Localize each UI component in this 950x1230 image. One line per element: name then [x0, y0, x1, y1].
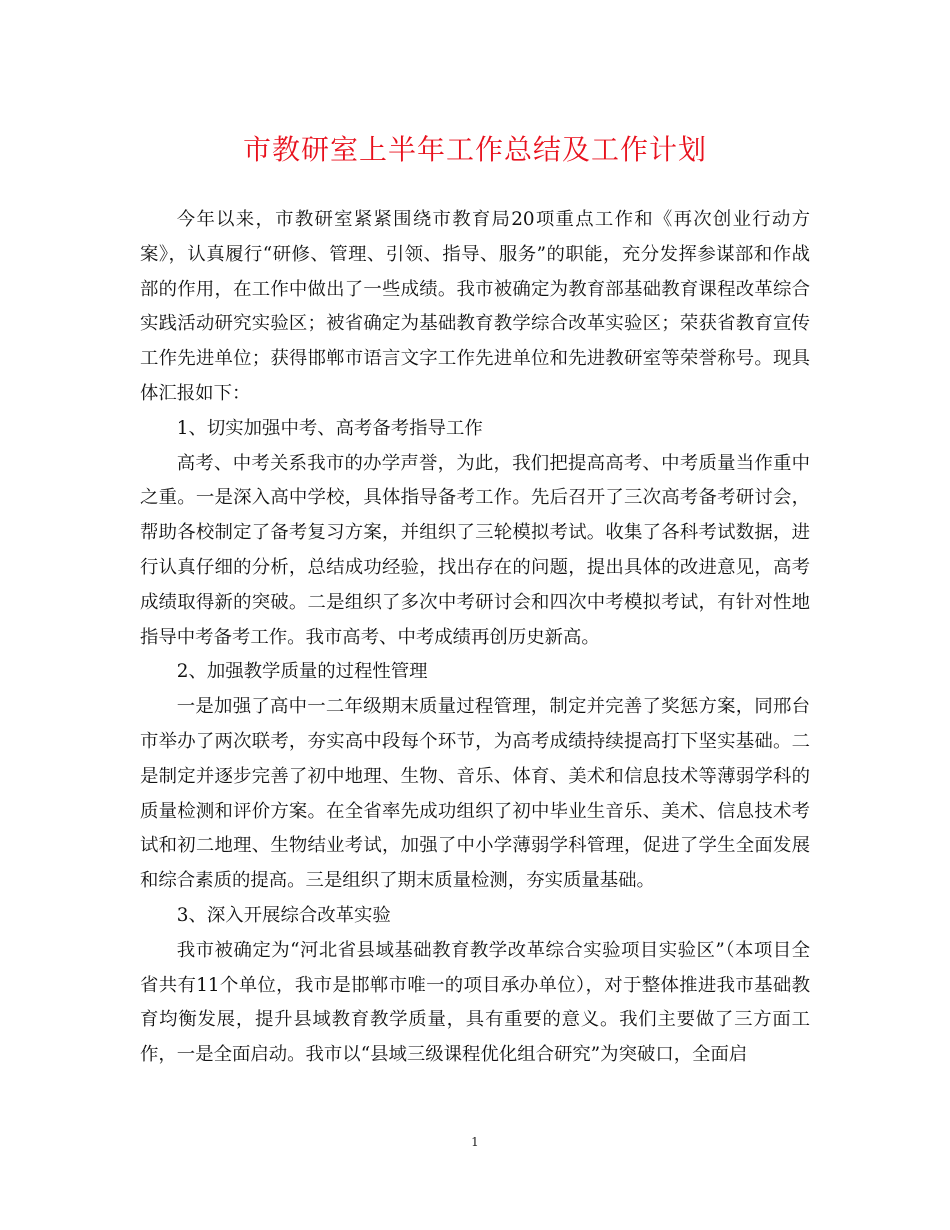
document-title: 市教研室上半年工作总结及工作计划 [242, 133, 707, 166]
section-heading-2: 2、加强教学质量的过程性管理 [176, 661, 428, 683]
paragraph-section-1: 高考、中考关系我市的办学声誉，为此，我们把提高高考、中考质量当作重中之重。一是深入高中学校，具体指导备考工作。先后召开了三次高考备考研讨会，帮助各校制定了备考复习方案，并组织了三轮模拟考试。收集了各科考试数据，进行认真仔细的分析，总结成功经验，找出存在的问题，提出具体的改进意见，高考成绩取得新的突破。二是组织了多次中考研讨会和四次中考模拟考试，有针对性地指导中考备考工作。我市高考、中考成绩再创历史新高。 [140, 452, 810, 648]
paragraph-intro: 今年以来，市教研室紧紧围绕市教育局20项重点工作和《再次创业行动方案》，认真履行“研修、管理、引领、指导、服务”的职能，充分发挥参谋部和作战部的作用，在工作中做出了一些成绩。我市被确定为教育部基础教育课程改革综合实践活动研究实验区；被省确定为基础教育教学综合改革实验区；荣获省教育宣传工作先进单位；获得邯郸市语言文字工作先进单位和先进教研室等荣誉称号。现具体汇报如下： [140, 209, 810, 404]
page-number: 1 [471, 1135, 479, 1149]
section-heading-3: 3、深入开展综合改革实验 [176, 904, 391, 926]
paragraph-section-3: 我市被确定为“河北省县域基础教育教学改革综合实验项目实验区”（本项目全省共有11个单位，我市是邯郸市唯一的项目承办单位），对于整体推进我市基础教育均衡发展，提升县域教育教学质量，具有重要的意义。我们主要做了三方面工作，一是全面启动。我市以“县域三级课程优化组合研究”为突破口，全面启 [140, 939, 810, 1066]
document-body [140, 203, 810, 1073]
section-heading-1: 1、切实加强中考、高考备考指导工作 [176, 417, 483, 439]
paragraph-section-2: 一是加强了高中一二年级期末质量过程管理，制定并完善了奖惩方案，同邢台市举办了两次联考，夯实高中段每个环节，为高考成绩持续提高打下坚实基础。二是制定并逐步完善了初中地理、生物、音乐、体育、美术和信息技术等薄弱学科的质量检测和评价方案。在全省率先成功组织了初中毕业生音乐、美术、信息技术考试和初二地理、生物结业考试，加强了中小学薄弱学科管理，促进了学生全面发展和综合素质的提高。三是组织了期末质量检测，夯实质量基础。 [140, 696, 810, 892]
